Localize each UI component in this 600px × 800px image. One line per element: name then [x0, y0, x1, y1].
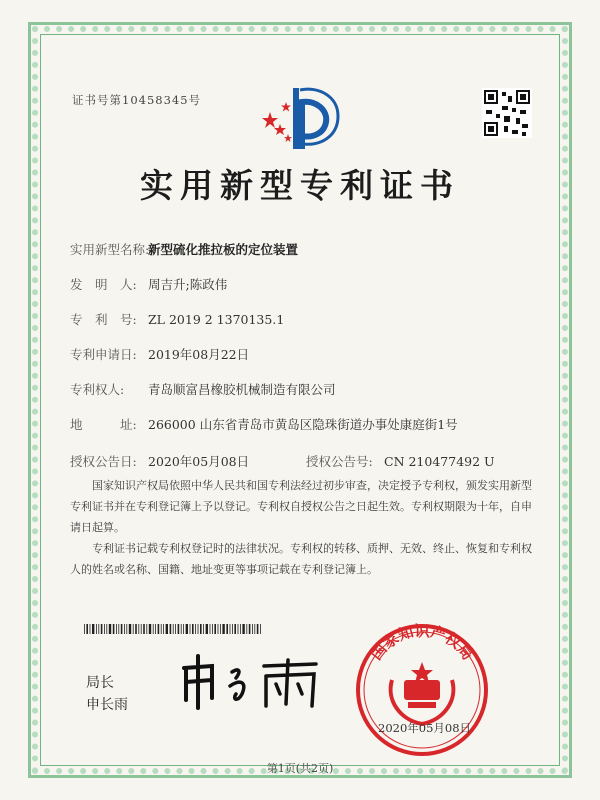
director-title: 局长 [86, 675, 114, 691]
field-filing-date [70, 345, 249, 363]
svg-text:国家知识产权局 [367, 622, 477, 663]
director-name: 申长雨 [86, 697, 128, 713]
barcode-icon [84, 624, 264, 634]
notice-paragraph-2: 专利证书记载专利权登记时的法律状况。专利权的转移、质押、无效、终止、恢复和专利权人的姓名或名称、国籍、地址变更等事项记载在专利登记簿上。 [70, 542, 532, 576]
field-value: 周吉升;陈政伟 [148, 277, 228, 292]
field-value: 新型硫化推拉板的定位装置 [148, 242, 299, 257]
handwritten-signature [176, 650, 326, 712]
field-grant-number [306, 452, 495, 470]
certificate-title: 实用新型专利证书 [140, 166, 460, 205]
field-label: 专利权人: [70, 382, 125, 397]
field-value: CN 210477492 U [384, 454, 495, 469]
field-inventor [70, 275, 227, 293]
notice-paragraph-1: 国家知识产权局依照中华人民共和国专利法经过初步审查，决定授予专利权，颁发实用新型专利证书并在专利登记簿上予以登记。专利权自授权公告之日起生效。专利权期限为十年，自申请日起算。 [70, 479, 532, 534]
field-label: 专利申请日: [70, 347, 137, 362]
seal-text: 国家知识产权局 [367, 622, 477, 664]
cnipa-emblem-icon [256, 80, 348, 164]
field-label: 授权公告日: [70, 454, 137, 469]
field-value: 青岛顺富昌橡胶机械制造有限公司 [148, 382, 336, 397]
seal-date: 2020年05月08日 [378, 721, 472, 735]
field-label: 地 址: [70, 417, 137, 432]
field-value: 2019年08月22日 [148, 347, 250, 362]
field-value: 266000 山东省青岛市黄岛区隐珠街道办事处康庭街1号 [148, 417, 458, 432]
field-label: 发 明 人: [70, 277, 137, 292]
qr-code-icon [482, 88, 532, 138]
field-label: 实用新型名称: [70, 242, 150, 257]
field-patentee [70, 380, 336, 398]
field-patent-number [70, 310, 284, 328]
field-value: 2020年05月08日 [148, 454, 250, 469]
field-label: 授权公告号: [306, 454, 373, 469]
certificate-number: 证书号第10458345号 [72, 93, 202, 107]
field-value: ZL 2019 2 1370135.1 [148, 312, 285, 327]
page-number: 第1页(共2页) [266, 762, 334, 775]
field-grant-date [70, 452, 249, 470]
field-label: 专 利 号: [70, 312, 137, 327]
field-utility-name [70, 240, 298, 258]
official-seal-icon [352, 620, 492, 760]
field-address [70, 415, 458, 433]
